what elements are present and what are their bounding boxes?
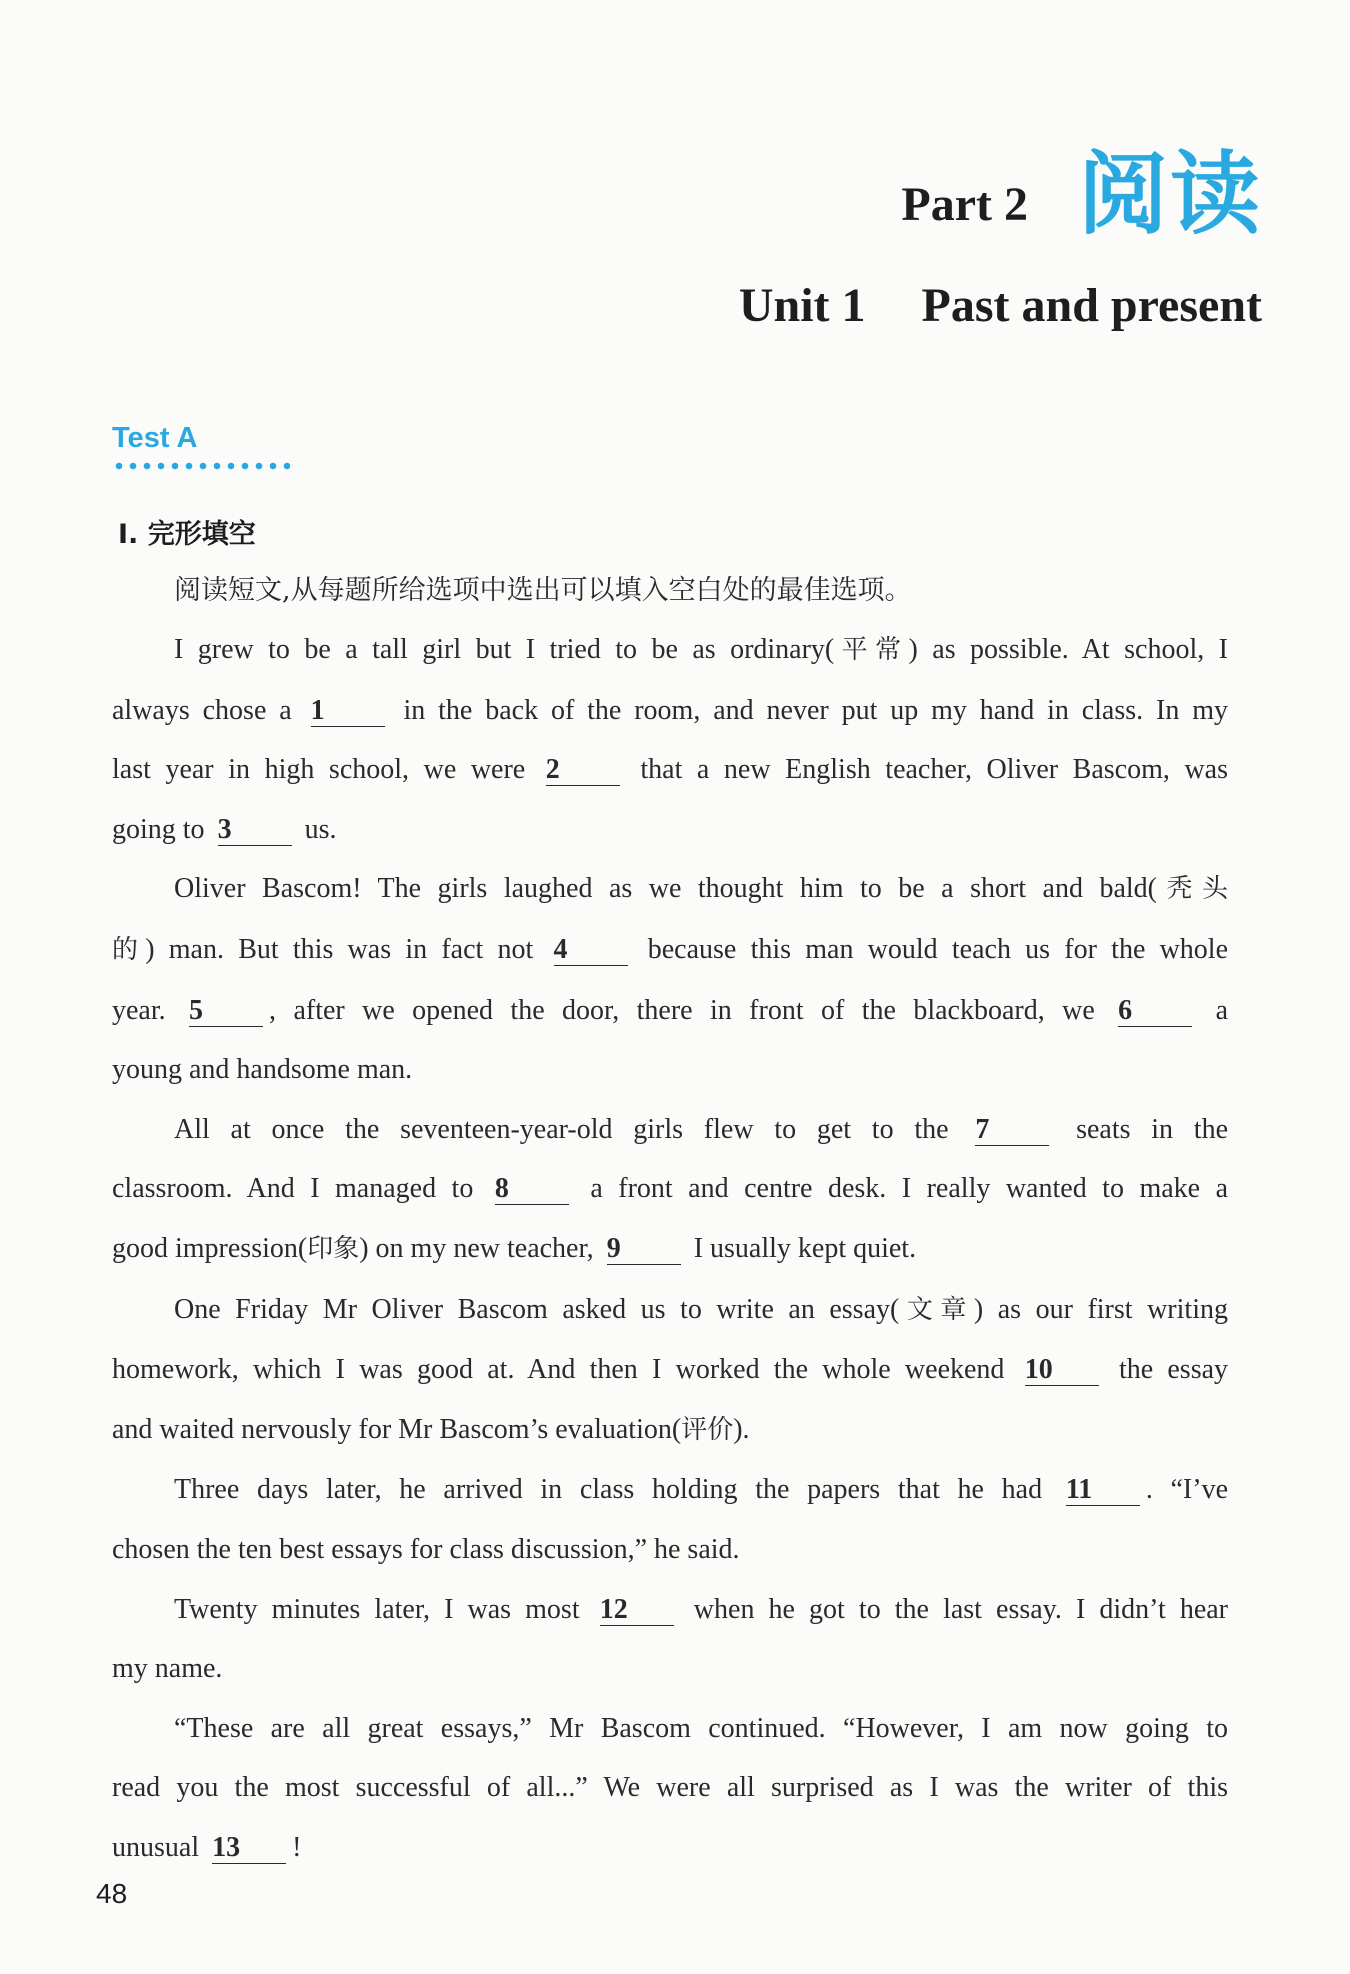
passage-line: my name. bbox=[112, 1653, 223, 1685]
passage-line: Oliver Bascom! The girls laughed as we thought him to be a short and bald(秃头 bbox=[174, 873, 1228, 905]
part-title: 阅读 bbox=[1078, 142, 1262, 247]
blank-1: 1 bbox=[311, 696, 385, 727]
blank-6: 6 bbox=[1118, 996, 1192, 1027]
passage-line: Twenty minutes later, I was most 12 when he got to the last essay. I didn’t hear bbox=[174, 1593, 1229, 1625]
passage-line: last year in high school, we were 2 that a new English teacher, Oliver Bascom, was bbox=[112, 754, 1228, 786]
blank-2: 2 bbox=[546, 755, 620, 786]
blank-5: 5 bbox=[189, 996, 263, 1027]
passage-line: chosen the ten best essays for class discussion,” he said. bbox=[112, 1533, 740, 1565]
blank-7: 7 bbox=[975, 1115, 1049, 1146]
unit-title: Past and present bbox=[921, 279, 1262, 332]
passage-line: always chose a 1 in the back of the room, and never put up my hand in class. In my bbox=[112, 694, 1229, 726]
part-label: Part 2 bbox=[901, 178, 1028, 231]
section-instruction: 阅读短文,从每题所给选项中选出可以填入空白处的最佳选项。 bbox=[174, 575, 912, 606]
dotted-underline bbox=[112, 462, 290, 470]
blank-8: 8 bbox=[495, 1174, 569, 1205]
passage-line: good impression(印象) on my new teacher, 9 I usually kept quiet. bbox=[112, 1232, 917, 1264]
blank-12: 12 bbox=[600, 1595, 674, 1626]
passage-line: Three days later, he arrived in class holding the papers that he had 11 . “I’ve bbox=[174, 1474, 1229, 1506]
blank-13: 13 bbox=[212, 1833, 286, 1864]
passage-line: read you the most successful of all...” We were all surprised as I was the writer of this bbox=[112, 1772, 1228, 1804]
passage-line: going to 3 us. bbox=[112, 813, 337, 845]
passage-line: young and handsome man. bbox=[112, 1054, 413, 1086]
part-header bbox=[901, 142, 1262, 247]
test-label: Test A bbox=[112, 422, 198, 454]
blank-3: 3 bbox=[218, 815, 292, 846]
passage-line: and waited nervously for Mr Bascom’s evaluation(评价). bbox=[112, 1413, 750, 1445]
cloze-passage bbox=[112, 620, 1228, 1877]
unit-number: Unit 1 bbox=[738, 279, 866, 332]
passage-line: year. 5 , after we opened the door, there in front of the blackboard, we 6 a bbox=[112, 994, 1229, 1026]
unit-header bbox=[739, 278, 1262, 333]
blank-10: 10 bbox=[1025, 1355, 1099, 1386]
blank-4: 4 bbox=[554, 935, 628, 966]
passage-line: unusual 13 ! bbox=[112, 1831, 302, 1863]
passage-line: “These are all great essays,” Mr Bascom continued. “However, I am now going to bbox=[174, 1712, 1228, 1744]
passage-line: I grew to be a tall girl but I tried to be as ordinary(平常) as possible. At school, I bbox=[174, 634, 1228, 665]
passage-line: One Friday Mr Oliver Bascom asked us to write an essay(文章) as our first writing bbox=[174, 1293, 1228, 1325]
blank-11: 11 bbox=[1066, 1475, 1140, 1506]
page-number: 48 bbox=[96, 1878, 128, 1909]
passage-line: classroom. And I managed to 8 a front and centre desk. I really wanted to make a bbox=[112, 1173, 1229, 1205]
section-heading: Ⅰ. 完形填空 bbox=[118, 519, 256, 550]
passage-line: 的) man. But this was in fact not 4 because this man would teach us for the whole bbox=[112, 933, 1229, 965]
blank-9: 9 bbox=[607, 1234, 681, 1265]
passage-line: All at once the seventeen-year-old girls flew to get to the 7 seats in the bbox=[174, 1113, 1229, 1145]
passage-line: homework, which I was good at. And then I worked the whole weekend 10 the essay bbox=[112, 1354, 1229, 1386]
